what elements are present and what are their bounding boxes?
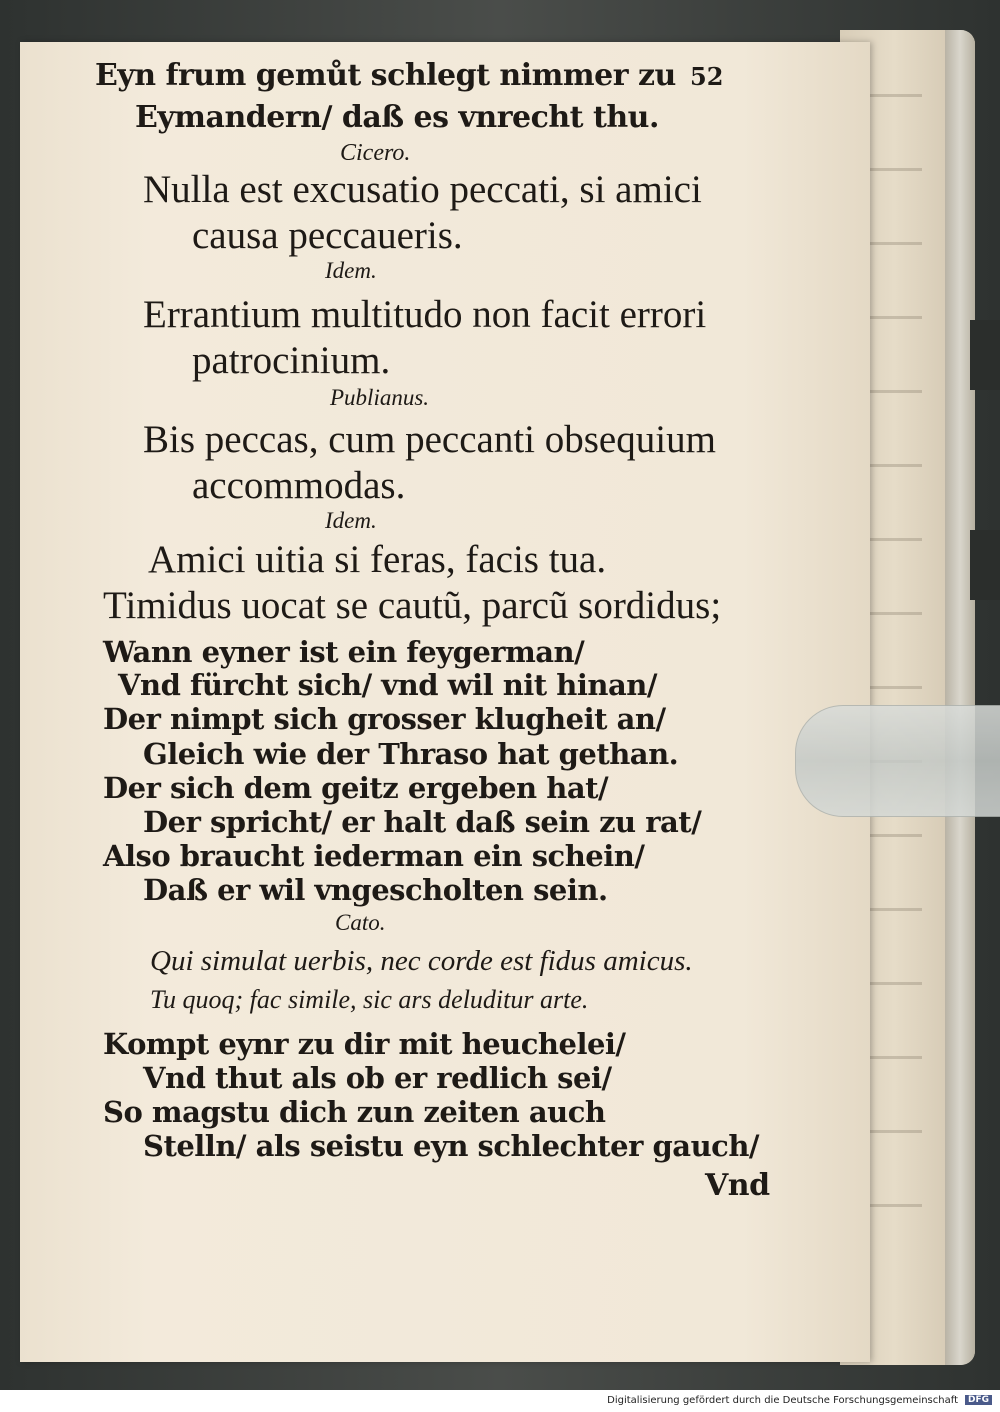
text-line: Amici uitia si feras, facis tua. (148, 538, 607, 581)
text-line: Kompt eynr zu dir mit heuchelei/ (103, 1027, 626, 1061)
page-number: 52 (690, 62, 724, 91)
text-line: Vnd fürcht sich/ vnd wil nit hinan/ (118, 668, 657, 702)
footer-bar (0, 1390, 1000, 1412)
dfg-logo: DFG (965, 1395, 992, 1405)
text-line: patrocinium. (192, 339, 391, 382)
text-line: Cicero. (340, 140, 411, 166)
text-line: Nulla est excusatio peccati, si amici (143, 168, 702, 211)
funding-credit: Digitalisierung gefördert durch die Deutsche Forschungsgemeinschaft (607, 1395, 958, 1406)
text-line: accommodas. (192, 464, 406, 507)
text-line: Tu quoq; fac simile, sic ars deluditur arte. (150, 985, 589, 1014)
text-line: Idem. (325, 508, 377, 533)
text-line: Eymandern/ daß es vnrecht thu. (135, 100, 659, 135)
text-line: Vnd thut als ob er redlich sei/ (143, 1061, 612, 1095)
text-line: Errantium multitudo non facit errori (143, 293, 707, 336)
text-line: So magstu dich zun zeiten auch (103, 1095, 606, 1129)
text-line: Qui simulat uerbis, nec corde est fidus amicus. (150, 945, 693, 977)
text-line: Publianus. (330, 385, 430, 410)
text-line: Der sich dem geitz ergeben hat/ (103, 771, 609, 805)
text-line: causa peccaueris. (192, 214, 463, 257)
text-line: Der spricht/ er halt daß sein zu rat/ (143, 805, 702, 839)
text-line: Gleich wie der Thraso hat gethan. (143, 737, 679, 771)
text-line: Timidus uocat se cautũ, parcũ sordidus; (103, 584, 722, 627)
text-line: Cato. (335, 910, 386, 935)
text-line: Wann eyner ist ein feygerman/ (103, 635, 585, 669)
text-line: Idem. (325, 258, 377, 283)
text-line: Also braucht iederman ein schein/ (103, 839, 645, 873)
text-line: Der nimpt sich grosser klugheit an/ (103, 702, 666, 736)
text-line: Bis peccas, cum peccanti obsequium (143, 418, 716, 461)
text-line: Stelln/ als seistu eyn schlechter gauch/ (143, 1129, 759, 1163)
text-line: Daß er wil vngescholten sein. (143, 873, 608, 907)
catchword: Vnd (705, 1168, 770, 1203)
text-line: Eyn frum gemůt schlegt nimmer zu (95, 58, 676, 93)
